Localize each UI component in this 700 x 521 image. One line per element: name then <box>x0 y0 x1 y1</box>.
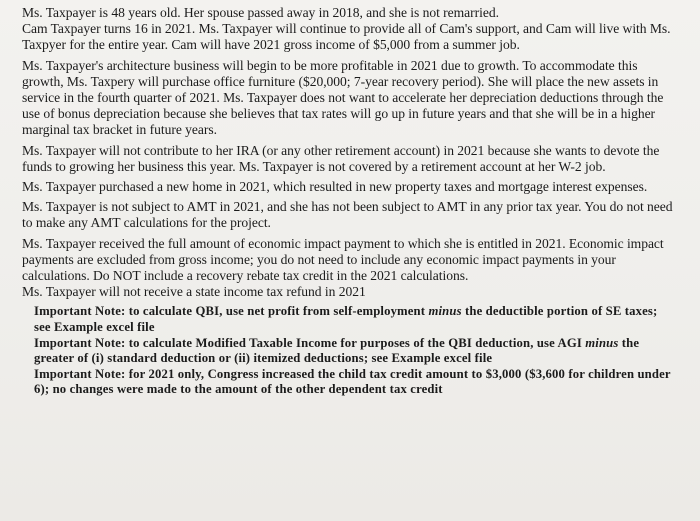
note-modified-taxable-income <box>34 336 676 367</box>
paragraph-dependent: Cam Taxpayer turns 16 in 2021. Ms. Taxpayer will continue to provide all of Cam's support, and Cam will live with Ms. Taxpyer for the entire year. Cam will have 2021 gross income of $5,000 from a summer job. <box>22 21 671 53</box>
note-qbi-text-c: the deductible portion of SE taxes; see Example excel file <box>34 304 658 335</box>
paragraph-amt: Ms. Taxpayer is not subject to AMT in 2021, and she has not been subject to AMT in any prior tax year. You do not need to make any AMT calculations for the project. <box>22 199 673 231</box>
paragraph-age: Ms. Taxpayer is 48 years old. Her spouse passed away in 2018, and she is not remarried. <box>22 5 499 20</box>
note-mti-minus: minus <box>585 335 619 350</box>
note-qbi-minus: minus <box>428 304 462 319</box>
note-mti-text-c: the greater of (i) standard deduction or (ii) itemized deductions; see Example excel file <box>34 335 640 366</box>
note-qbi-text-a: Important Note: to calculate QBI, use net profit from self-employment <box>34 304 429 319</box>
paragraph-home: Ms. Taxpayer purchased a new home in 2021, which resulted in new property taxes and mortgage interest expenses. <box>22 179 648 195</box>
paragraph-economic-impact: Ms. Taxpayer received the full amount of economic impact payment to which she is entitled in 2021. Economic impact payments are excluded from gross income; you do not need to include any economic impact payments in your calculations. Do NOT include a recovery rebate tax credit in the 2021 calculations. <box>22 235 664 284</box>
paragraph-business: Ms. Taxpayer's architecture business will begin to be more profitable in 2021 due to growth. To accommodate this growth, Ms. Taxpery will purchase office furniture ($20,000; 7-year recovery period). She will place the new assets in service in the fourth quarter of 2021. Ms. Taxpayer does not want to accelerate her depreciation deductions through the use of bonus depreciation because she believes that tax rates will go up in future years and that she will be in a higher marginal tax bracket in future years. <box>22 57 664 138</box>
note-qbi <box>34 304 676 335</box>
paragraph-retirement: Ms. Taxpayer will not contribute to her IRA (or any other retirement account) in 2021 because she wants to devote the funds to growing her business this year. Ms. Taxpayer is not covered by a retirement account at her W-2 job. <box>22 142 660 174</box>
note-mti-text-a: Important Note: to calculate Modified Taxable Income for purposes of the QBI deduction, use AGI <box>34 335 586 350</box>
note-child-tax-credit: Important Note: for 2021 only, Congress increased the child tax credit amount to $3,000 ($3,600 for children under 6); no changes were made to the amount of the other dependent tax credit <box>34 366 671 397</box>
paragraph-state-refund: Ms. Taxpayer will not receive a state income tax refund in 2021 <box>22 284 366 300</box>
